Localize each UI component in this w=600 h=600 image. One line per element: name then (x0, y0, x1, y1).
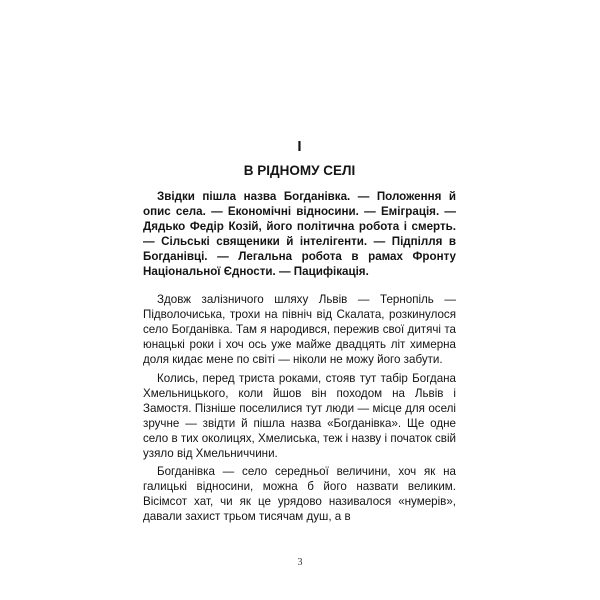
body-paragraph: Богданівка — село середньої величини, хоч як на галицькі відносини, можна б його назвати великим. Вісімсот хат, чи як це урядово називалося «нумерів», давали захист трьом тисячам душ, а в (143, 465, 456, 524)
chapter-title: В РІДНОМУ СЕЛІ (243, 163, 356, 178)
chapter-summary: Звідки пішла назва Богданівка. — Положення й опис села. — Економічні відносини. — Еміграція. — Дядько Федір Козій, його політична робота і смерть. — Сільські священики й інтелігенти. — Підпілля в Богданівці. — Легальна робота в рамах Фронту Національної Єдности. — Пацифікація. (143, 190, 456, 278)
chapter-number: I (297, 138, 302, 155)
text-column (143, 138, 456, 525)
body-paragraph: Здовж залізничого шляху Львів — Тернопіль — Підволочиська, трохи на північ від Скалата, розкинулося село Богданівка. Там я народився, пережив свої дитячі та юнацькі роки і хоч ось уже майже двадцять літ химерна доля кидає мене по світі — ніколи не можу його забути. (143, 293, 456, 367)
body-paragraph: Колись, перед триста роками, стояв тут табір Богдана Хмельницького, коли йшов він походом на Львів і Замостя. Пізніше поселилися тут люди — місце для оселі зручне — звідти й пішла назва «Богданівка». Ще одне село в тих околицях, Хмелиська, теж і назву і початок свій узяло від Хмельниччини. (143, 371, 456, 460)
page-number: 3 (297, 557, 303, 568)
